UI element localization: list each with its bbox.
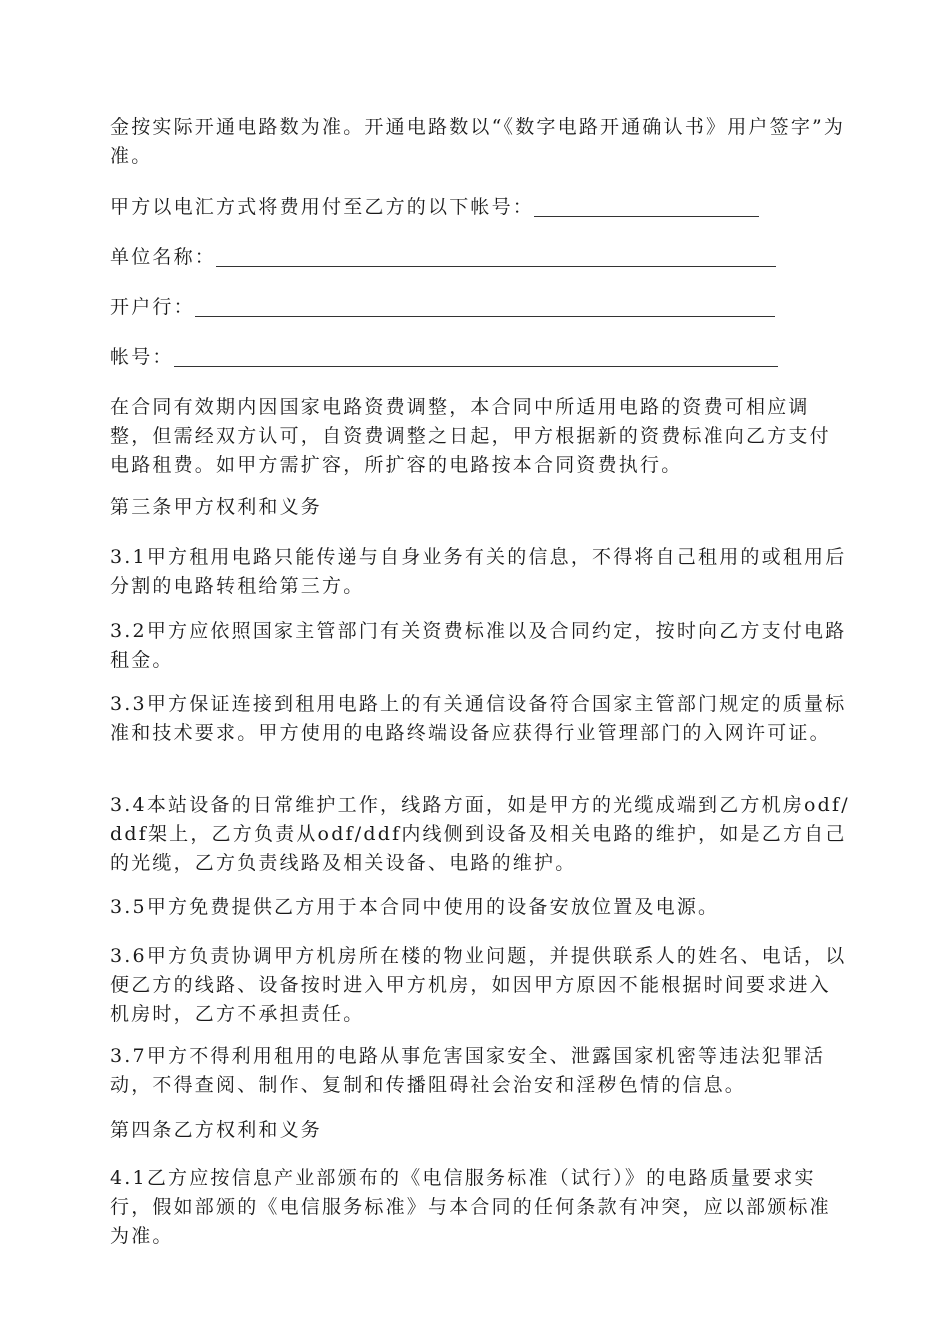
unit-name-blank[interactable] [216, 246, 776, 267]
account-blank[interactable] [174, 346, 778, 367]
field-account-label: 帐号： [110, 346, 174, 368]
field-bank [110, 293, 775, 322]
paragraph-payment-basis: 金按实际开通电路数为准。开通电路数以“《数字电路开通确认书》用户签字”为准。 [110, 116, 846, 167]
field-account [110, 343, 778, 372]
heading-article-4: 第四条乙方权利和义务 [110, 1119, 323, 1141]
bank-blank[interactable] [195, 296, 775, 317]
paragraph-fee-adjustment: 在合同有效期内因国家电路资费调整，本合同中所适用电路的资费可相应调整，但需经双方认可，自资费调整之日起，甲方根据新的资费标准向乙方支付电路租费。如甲方需扩容，所扩容的电路按本合同资费执行。 [110, 396, 831, 476]
clause-3-6: 3.6甲方负责协调甲方机房所在楼的物业问题，并提供联系人的姓名、电话，以便乙方的线路、设备按时进入甲方机房，如因甲方原因不能根据时间要求进入机房时，乙方不承担责任。 [110, 945, 847, 1025]
field-account-intro [110, 193, 759, 222]
clause-3-2: 3.2甲方应依照国家主管部门有关资费标准以及合同约定，按时向乙方支付电路租金。 [110, 620, 847, 671]
account-intro-blank[interactable] [534, 196, 759, 217]
clause-3-7: 3.7甲方不得利用租用的电路从事危害国家安全、泄露国家机密等违法犯罪活动，不得查阅、制作、复制和传播阻碍社会治安和淫秽色情的信息。 [110, 1045, 826, 1096]
clause-3-4: 3.4本站设备的日常维护工作，线路方面，如是甲方的光缆成端到乙方机房odf/ddf架上，乙方负责从odf/ddf内线侧到设备及相关电路的维护，如是乙方自己的光缆，乙方负责线路及相关设备、电路的维护。 [110, 794, 850, 874]
clause-3-5: 3.5甲方免费提供乙方用于本合同中使用的设备安放位置及电源。 [110, 896, 720, 918]
field-unit-name [110, 243, 776, 272]
field-account-intro-label: 甲方以电汇方式将费用付至乙方的以下帐号： [110, 196, 535, 218]
field-bank-label: 开户行： [110, 296, 195, 318]
clause-3-3: 3.3甲方保证连接到租用电路上的有关通信设备符合国家主管部门规定的质量标准和技术要求。甲方使用的电路终端设备应获得行业管理部门的入网许可证。 [110, 693, 847, 744]
heading-article-3: 第三条甲方权利和义务 [110, 496, 323, 518]
clause-4-1: 4.1乙方应按信息产业部颁布的《电信服务标准（试行）》的电路质量要求实行，假如部颁的《电信服务标准》与本合同的任何条款有冲突，应以部颁标准为准。 [110, 1167, 831, 1247]
clause-3-1: 3.1甲方租用电路只能传递与自身业务有关的信息，不得将自己租用的或租用后分割的电路转租给第三方。 [110, 546, 847, 597]
field-unit-name-label: 单位名称： [110, 246, 217, 268]
